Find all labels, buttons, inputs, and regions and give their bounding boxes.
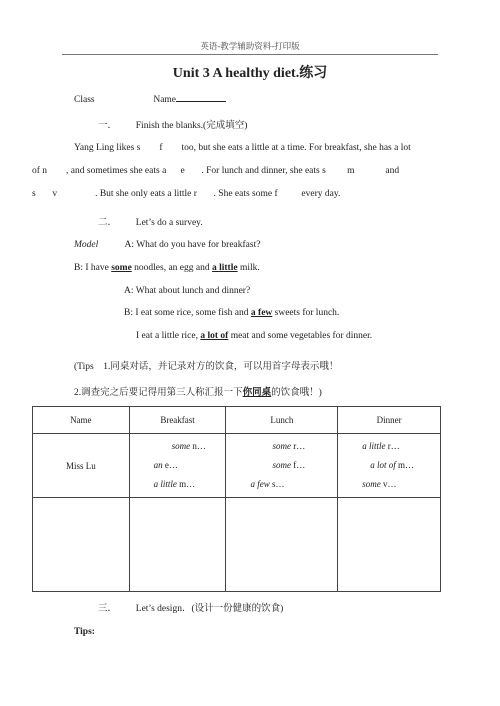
- section1-line-1: Yang Ling likes s f too, but she eats a little at a time. For breakfast, she has a lot: [74, 143, 411, 153]
- qty-word: some: [272, 460, 291, 470]
- dialogue-a2: A: What about lunch and dinner?: [124, 286, 251, 296]
- qty-word: a few: [250, 479, 270, 489]
- food-initial: r…: [385, 441, 400, 451]
- b2-text: B: I eat some rice, some fish and: [124, 308, 251, 318]
- model-line: [74, 240, 260, 250]
- header-name: Name: [33, 407, 130, 434]
- empty-cell[interactable]: [129, 498, 226, 592]
- breakfast-item: [130, 475, 226, 494]
- section2-number: 二．: [98, 218, 118, 228]
- food-initial: n…: [190, 441, 206, 451]
- food-initial: m…: [176, 479, 196, 489]
- section2-heading: [98, 214, 203, 228]
- section3-title: Let’s design．(设计一份健康的饮食): [135, 604, 284, 614]
- cell-name: Miss Lu: [33, 434, 130, 498]
- qty-word: some: [362, 479, 381, 489]
- breakfast-item: [130, 456, 226, 475]
- section1-line-2: of n , and sometimes she eats a e . For lunch and dinner, she eats s m and: [32, 166, 400, 176]
- b3-text: I eat a little rice,: [136, 331, 201, 341]
- food-initial: f…: [290, 460, 306, 470]
- table-header-row: [33, 407, 441, 434]
- qty-word: an: [153, 460, 163, 470]
- b3-text-end: meat and some vegetables for dinner.: [228, 331, 373, 341]
- class-line: [74, 92, 226, 105]
- food-initial: s…: [269, 479, 285, 489]
- section1-title: Finish the blanks.(完成填空): [135, 121, 248, 131]
- dinner-item: [338, 475, 440, 494]
- header-lunch: Lunch: [226, 407, 338, 434]
- section2-title: Let’s do a survey.: [135, 218, 203, 228]
- qty-word: some: [171, 441, 191, 451]
- lunch-item: [226, 437, 337, 456]
- empty-cell[interactable]: [226, 498, 338, 592]
- tips2-text: 2.调查完之后要记得用第三人称汇报一下: [74, 388, 243, 398]
- tips-line-1: (Tips 1.同桌对话，并记录对方的饮食，可以用首字母表示哦！: [74, 362, 339, 372]
- section3-tips: Tips:: [74, 627, 95, 637]
- header-breakfast: Breakfast: [129, 407, 226, 434]
- dialogue-b2: [124, 308, 339, 318]
- section1-heading: [98, 117, 247, 131]
- dinner-item: [338, 456, 440, 475]
- table-row-empty: [33, 498, 441, 592]
- food-initial: m…: [395, 460, 415, 470]
- cell-dinner: [338, 434, 441, 498]
- name-blank: [176, 92, 226, 102]
- name-label: Name: [153, 95, 177, 105]
- food-initial: e…: [162, 460, 178, 470]
- b3-highlight-a-lot-of: a lot of: [200, 331, 229, 341]
- qty-word: a little: [362, 441, 386, 451]
- b1-highlight-some: some: [111, 263, 132, 273]
- survey-table: [32, 406, 441, 592]
- empty-cell[interactable]: [338, 498, 441, 592]
- tips2-highlight: 你同桌: [242, 388, 272, 398]
- dinner-item: [338, 437, 440, 456]
- class-label: Class: [74, 95, 95, 105]
- section1-line-3: s v . But she only eats a little r . She eats some f every day.: [32, 189, 341, 199]
- qty-word: a lot of: [370, 460, 396, 470]
- b1-text: B: I have: [74, 263, 112, 273]
- b2-highlight-a-few: a few: [250, 308, 273, 318]
- lunch-item: [226, 456, 337, 475]
- dialogue-b1: [74, 263, 260, 273]
- qty-word: some: [272, 441, 291, 451]
- b1-highlight-a-little: a little: [211, 263, 238, 273]
- lunch-item: [226, 475, 337, 494]
- b1-text-mid: noodles, an egg and: [131, 263, 212, 273]
- cell-lunch: [226, 434, 338, 498]
- page-header: 英语-教学辅助资料-打印版: [200, 41, 300, 51]
- tips2-text-end: 的饮食哦！): [271, 388, 322, 398]
- tips-line-2: [74, 384, 322, 398]
- table-row: [33, 434, 441, 498]
- model-question: A: What do you have for breakfast?: [124, 240, 261, 250]
- cell-breakfast: [129, 434, 226, 498]
- qty-word: a little: [153, 479, 177, 489]
- breakfast-item: [130, 437, 226, 456]
- section3-heading: [98, 600, 283, 614]
- section1-number: 一．: [98, 121, 118, 131]
- dialogue-b3: [136, 331, 372, 341]
- section3-number: 三．: [98, 604, 118, 614]
- empty-cell[interactable]: [33, 498, 130, 592]
- model-label: Model: [74, 240, 99, 250]
- food-initial: r…: [290, 441, 306, 451]
- header-dinner: Dinner: [338, 407, 441, 434]
- header-rule: [62, 54, 438, 55]
- food-initial: v…: [380, 479, 397, 489]
- b2-text-end: sweets for lunch.: [272, 308, 340, 318]
- b1-text-end: milk.: [237, 263, 260, 273]
- page-title: Unit 3 A healthy diet.练习: [172, 66, 328, 81]
